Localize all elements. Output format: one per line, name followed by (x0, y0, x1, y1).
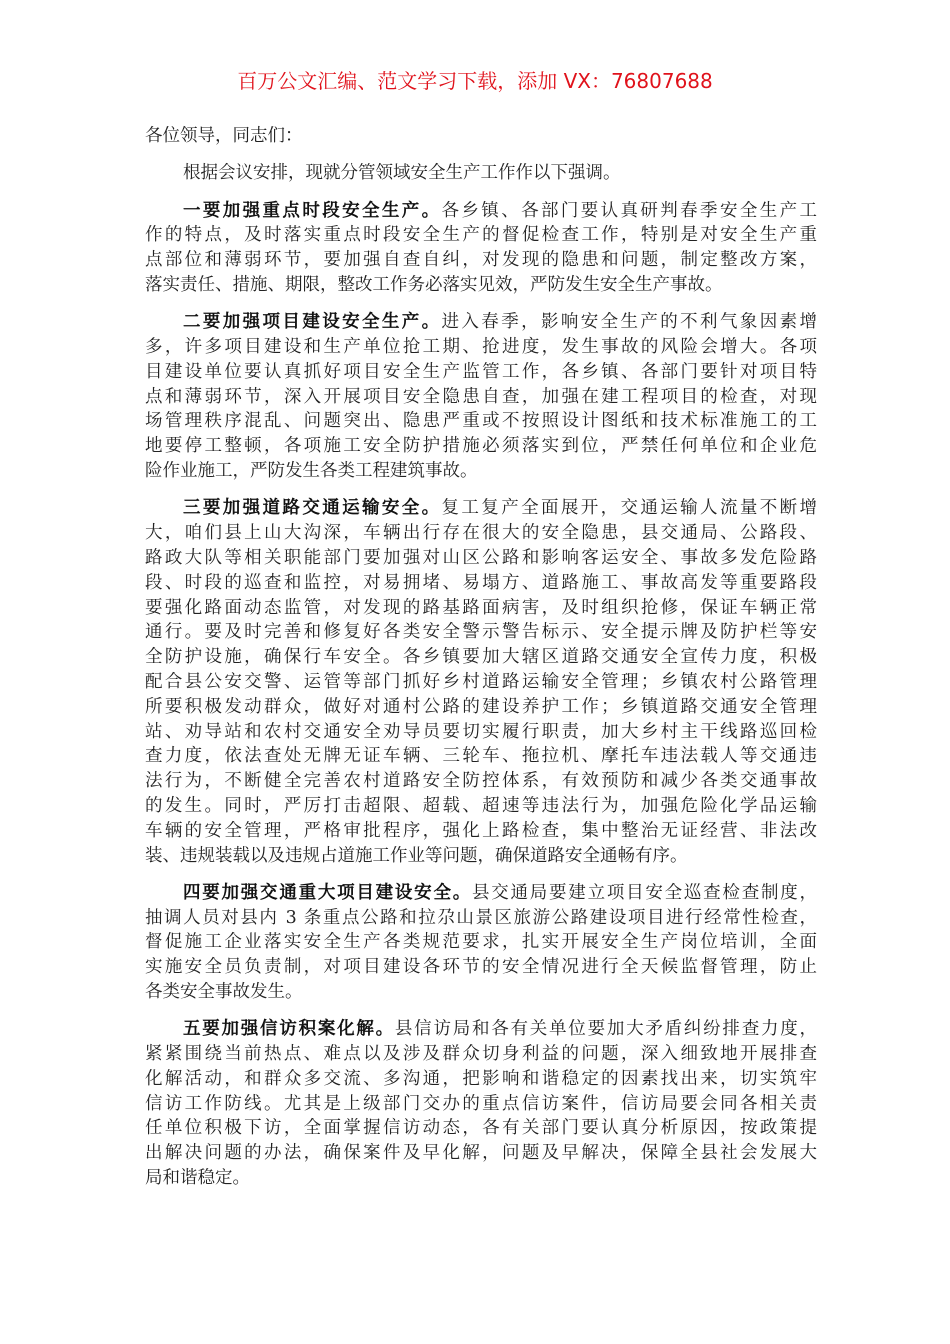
paragraph-line: 所要积极发动群众，做好对通村公路的建设养护工作；乡镇道路交通安全管理 (145, 696, 817, 717)
paragraph-line: 局和谐稳定。 (145, 1168, 250, 1189)
paragraph-text: 县交通局要建立项目安全巡查检查制度， (471, 882, 817, 903)
paragraph-lead-heading: 二要加强项目建设安全生产。 (183, 312, 442, 333)
paragraph-line: 地要停工整顿，各项施工安全防护措施必须落实到位，严禁任何单位和企业危 (145, 436, 817, 457)
paragraph-text: 县信访局和各有关单位要加大矛盾纠纷排查力度， (394, 1019, 817, 1040)
paragraph-lead-heading: 一要加强重点时段安全生产。 (183, 200, 442, 221)
paragraph-line (145, 881, 817, 906)
paragraph-line: 路政大队等相关职能部门要加强对山区公路和影响客运安全、事故多发危险路 (145, 547, 817, 568)
salutation (145, 124, 817, 149)
paragraph-lead-heading: 五要加强信访积案化解。 (183, 1019, 395, 1040)
paragraph-line: 出解决问题的办法，确保案件及早化解，问题及早解决，保障全县社会发展大 (145, 1143, 817, 1164)
paragraph-line: 车辆的安全管理，严格审批程序，强化上路检查，集中整治无证经营、非法改 (145, 820, 817, 841)
paragraph-line: 查力度，依法查处无牌无证车辆、三轮车、拖拉机、摩托车违法载人等交通违 (145, 746, 817, 767)
paragraph-line: 作的特点，及时落实重点时段安全生产的督促检查工作，特别是对安全生产重 (145, 225, 817, 246)
paragraph-line: 目建设单位要认真抓好项目安全生产监管工作，各乡镇、各部门要针对项目特 (145, 361, 817, 382)
paragraph-line: 险作业施工，严防发生各类工程建筑事故。 (145, 461, 478, 482)
body-paragraph (145, 881, 817, 1005)
paragraph-line: 化解活动，和群众多交流、多沟通，把影响和谐稳定的因素找出来，切实筑牢 (145, 1068, 817, 1089)
paragraph-line: 法行为，不断健全完善农村道路安全防控体系，有效预防和减少各类交通事故 (145, 771, 817, 792)
paragraph-text: 进入春季，影响安全生产的不利气象因素增 (441, 312, 817, 333)
paragraph-text: 复工复产全面展开，交通运输人流量不断增 (441, 498, 817, 519)
paragraph-line (145, 1017, 817, 1042)
paragraph-line: 配合县公安交警、运管等部门抓好乡村道路运输安全管理；乡镇农村公路管理 (145, 671, 817, 692)
paragraph-line: 多，许多项目建设和生产单位抢工期、抢进度，发生事故的风险会增大。各项 (145, 337, 817, 358)
paragraph-line: 全防护设施，确保行车安全。各乡镇要加大辖区道路交通安全宣传力度，积极 (145, 647, 817, 668)
paragraph-line: 点和薄弱环节，深入开展项目安全隐患自查，加强在建工程项目的检查，对现 (145, 386, 817, 407)
body-paragraphs (145, 199, 817, 1191)
paragraph-text: 各乡镇、各部门要认真研判春季安全生产工 (441, 200, 817, 221)
salutation-line: 各位领导，同志们： (145, 126, 303, 146)
body-paragraph (145, 199, 817, 298)
paragraph-line (145, 199, 817, 224)
body-paragraph (145, 496, 817, 868)
watermark-header: 百万公文汇编、范文学习下载，添加 VX：76807688 (237, 69, 713, 93)
paragraph-lead-heading: 三要加强道路交通运输安全。 (183, 498, 442, 519)
paragraph-line (145, 310, 817, 335)
paragraph-line: 大，咱们县上山大沟深，车辆出行存在很大的安全隐患，县交通局、公路段、 (145, 523, 817, 544)
body-paragraph (145, 1017, 817, 1191)
paragraph-lead-heading: 四要加强交通重大项目建设安全。 (183, 882, 472, 903)
paragraph-line: 督促施工企业落实安全生产各类规范要求，扎实开展安全生产岗位培训，全面 (145, 932, 817, 953)
paragraph-line: 抽调人员对县内 3 条重点公路和拉尕山景区旅游公路建设项目进行经常性检查， (145, 907, 817, 928)
paragraph-line: 点部位和薄弱环节，要加强自查自纠，对发现的隐患和问题，制定整改方案， (145, 250, 817, 271)
paragraph-line: 的发生。同时，严厉打击超限、超载、超速等违法行为，加强危险化学品运输 (145, 795, 817, 816)
paragraph-line: 信访工作防线。尤其是上级部门交办的重点信访案件，信访局要会同各相关责 (145, 1093, 817, 1114)
paragraph-line: 紧紧围绕当前热点、难点以及涉及群众切身利益的问题，深入细致地开展排查 (145, 1044, 817, 1065)
paragraph-line: 场管理秩序混乱、问题突出、隐患严重或不按照设计图纸和技术标准施工的工 (145, 411, 817, 432)
paragraph-line: 装、违规装载以及违规占道施工作业等问题，确保道路安全通畅有序。 (145, 845, 688, 866)
document-body (145, 124, 817, 1203)
intro-paragraph (145, 161, 817, 186)
intro-line: 根据会议安排，现就分管领域安全生产工作作以下强调。 (183, 163, 621, 184)
paragraph-line: 实施安全员负责制，对项目建设各环节的安全情况进行全天候监督管理，防止 (145, 957, 817, 978)
paragraph-line: 要强化路面动态监管，对发现的路基路面病害，及时组织抢修，保证车辆正常 (145, 597, 817, 618)
paragraph-line: 各类安全事故发生。 (145, 982, 303, 1002)
paragraph-line: 落实责任、措施、期限，整改工作务必落实见效，严防发生安全生产事故。 (145, 274, 723, 295)
paragraph-line (145, 496, 817, 521)
paragraph-line: 通行。要及时完善和修复好各类安全警示警告标示、安全提示牌及防护栏等安 (145, 622, 817, 643)
paragraph-line: 段、时段的巡查和监控，对易拥堵、易塌方、道路施工、事故高发等重要路段 (145, 572, 817, 593)
paragraph-line: 站、劝导站和农村交通安全劝导员要切实履行职责，加大乡村主干线路巡回检 (145, 721, 817, 742)
body-paragraph (145, 310, 817, 484)
paragraph-line: 任单位积极下访，全面掌握信访动态，各有关部门要认真分析原因，按政策提 (145, 1118, 817, 1139)
